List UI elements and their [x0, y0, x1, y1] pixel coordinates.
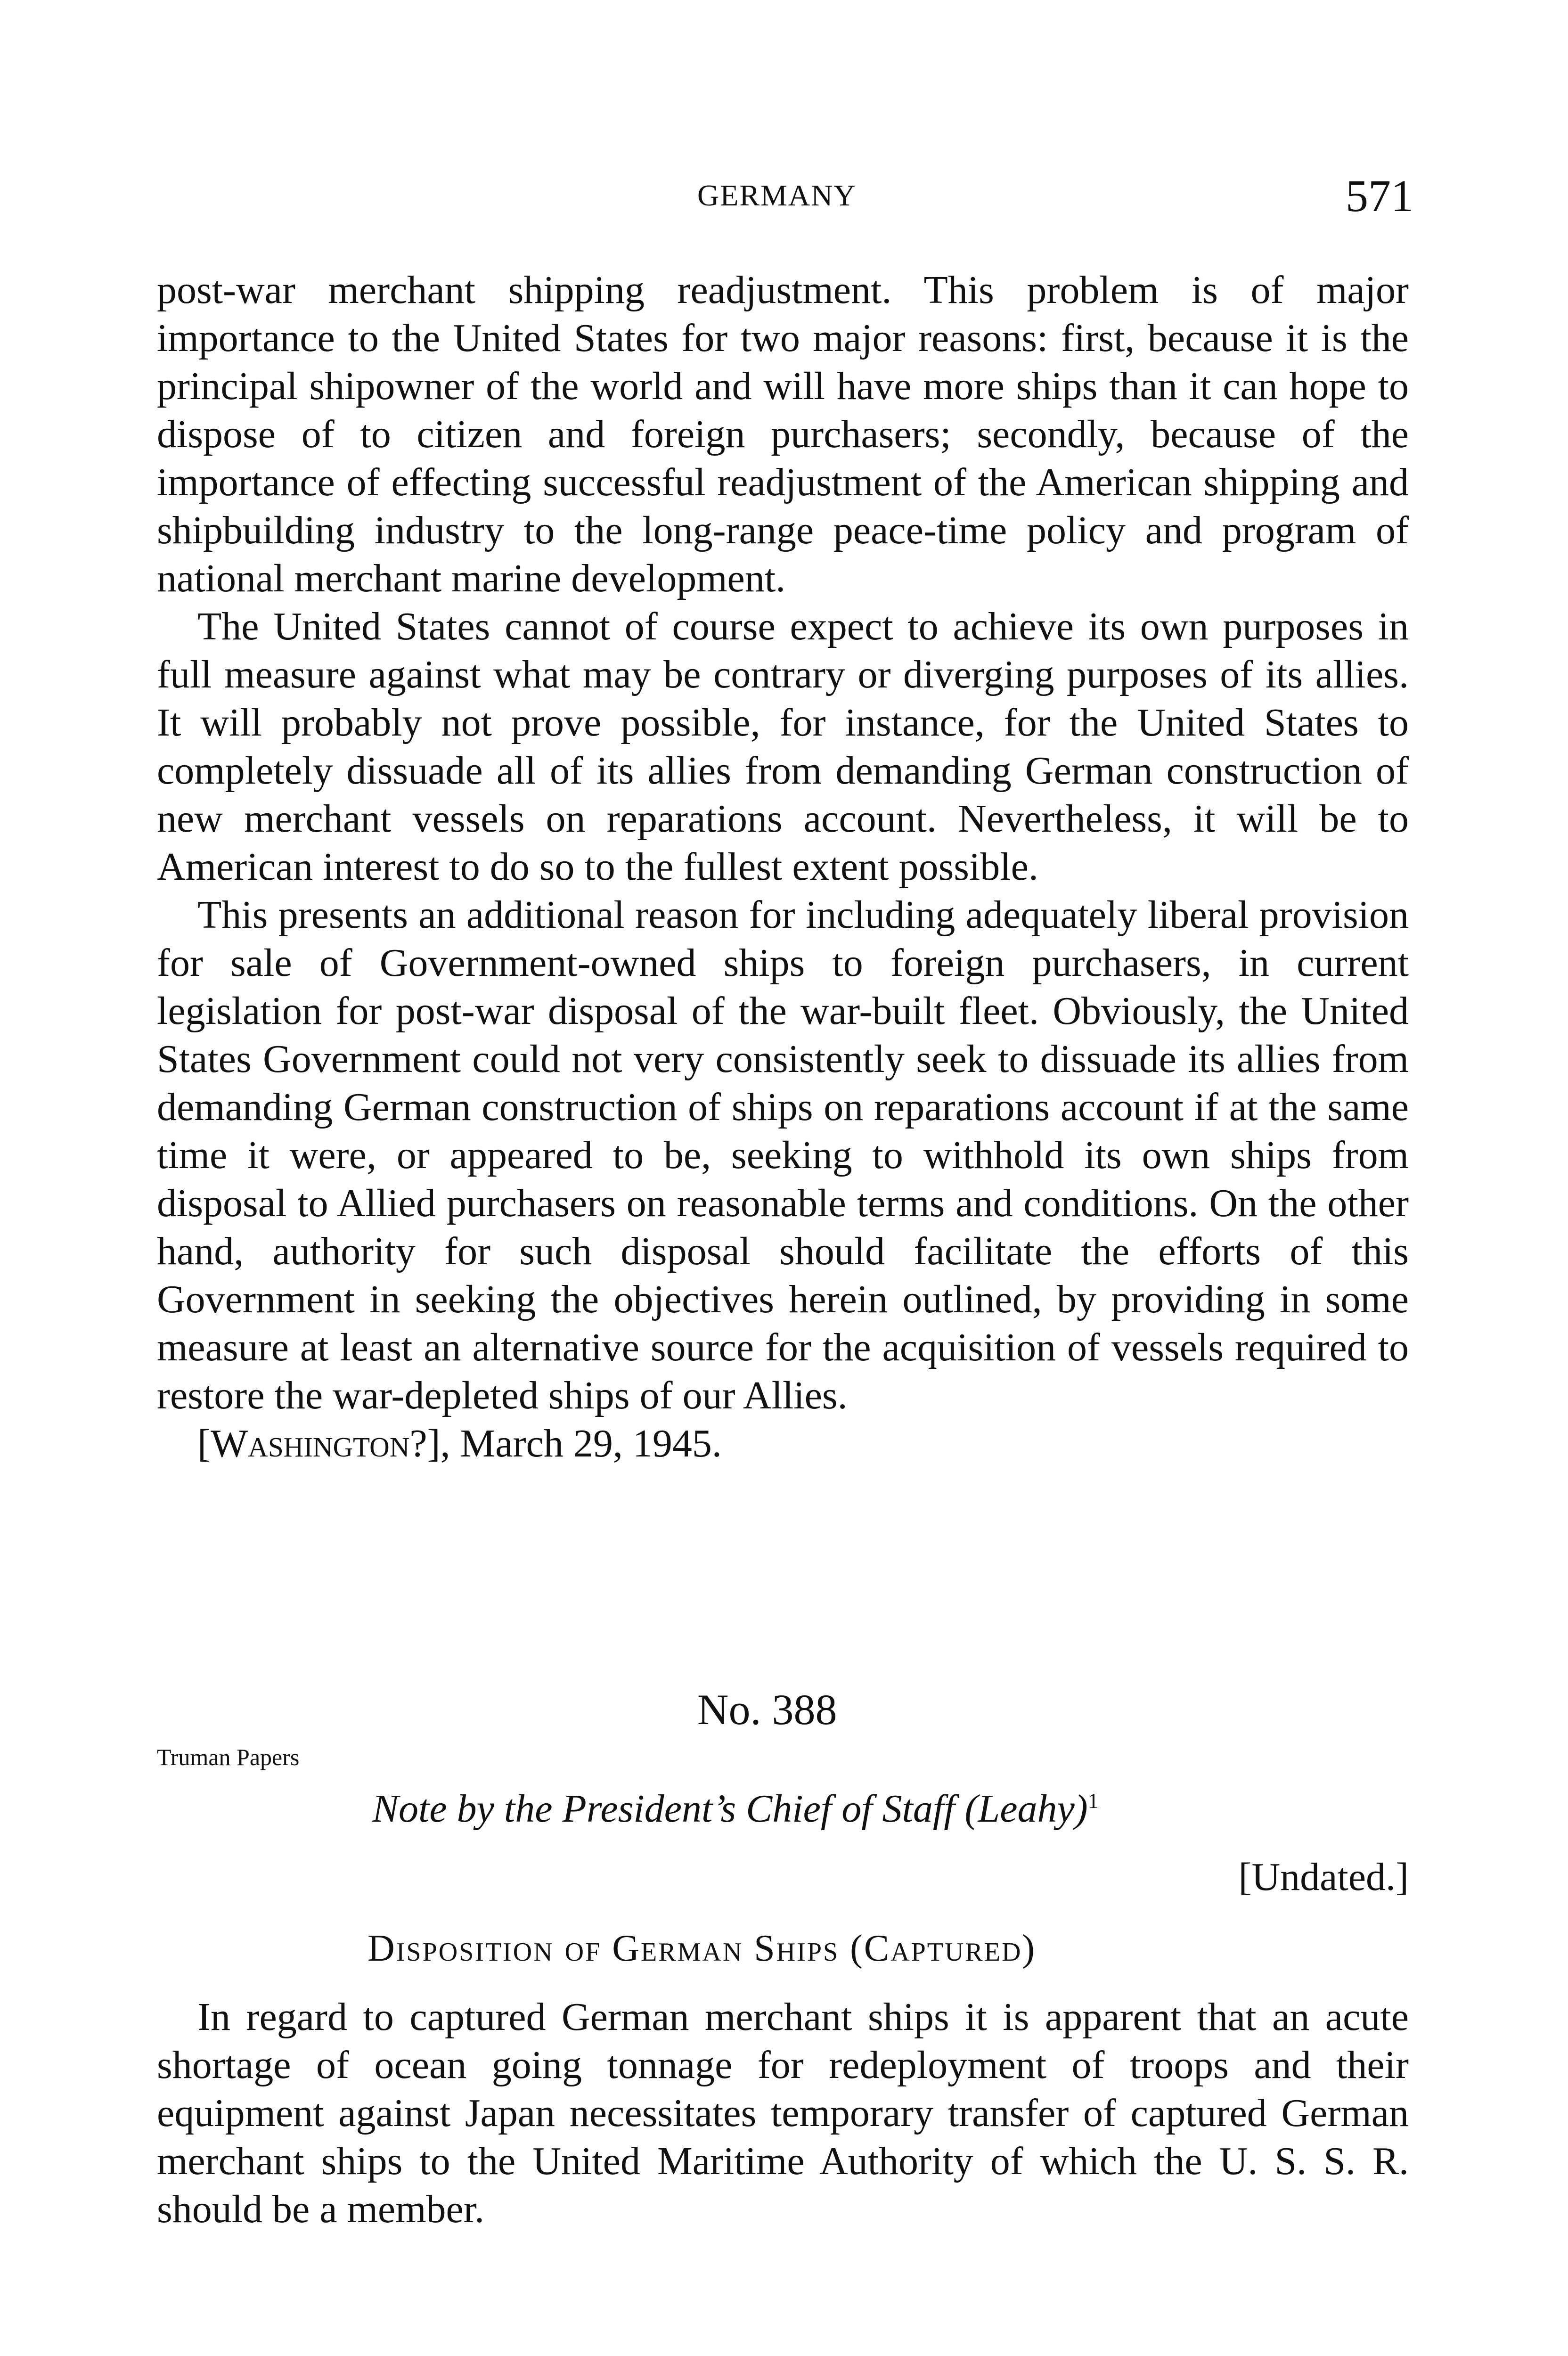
document-title-text: Note by the President’s Chief of Staff (Leahy)	[372, 1787, 1088, 1831]
source-label: Truman Papers	[157, 1744, 300, 1770]
document-number: No. 388	[697, 1685, 837, 1734]
footnote-reference: 1	[1087, 1789, 1099, 1813]
paragraph: In regard to captured German merchant ships it is apparent that an acute shortage of ocean going tonnage for redeployment of troops and their equipment against Japan necessitates temporary transfer of captured German merchant ships to the United Maritime Authority of which the U. S. S. R. should be a member.	[157, 1995, 1409, 2231]
document-title	[372, 1786, 1099, 1832]
date-note: [Undated.]	[1238, 1855, 1409, 1899]
paragraph: The United States cannot of course expect to achieve its own purposes in full measure against what may be contrary or diverging purposes of its allies. It will probably not prove possible, for instance, for the United States to completely dissuade all of its allies from demanding German construction of new merchant vessels on reparations account. Nevertheless, it will be to American interest to do so to the fullest extent possible.	[157, 605, 1409, 889]
paragraph-continuation: post-war merchant shipping readjustment. This problem is of major importance to the United States for two major reasons: first, because it is the principal shipowner of the world and will have more ships than it can hope to dispose of to citizen and foreign purchasers; secondly, because of the importance of effecting successful readjustment of the American shipping and shipbuilding industry to the long-range peace-time policy and program of national merchant marine development.	[157, 268, 1409, 600]
dateline-date: , March 29, 1945.	[440, 1422, 722, 1465]
running-title: GERMANY	[697, 179, 857, 212]
body-text	[157, 266, 1409, 1468]
section-heading: Disposition of German Ships (Captured)	[368, 1928, 1037, 1969]
paragraph: This presents an additional reason for including adequately liberal provision for sale of Government-owned ships to foreign purchasers, in current legislation for post-war disposal of the war-built fleet. Obviously, the United States Government could not very consistently seek to dissuade its allies from demanding German construction of ships on reparations account if at the same time it were, or appeared to be, seeking to withhold its own ships from disposal to Allied purchasers on reasonable terms and conditions. On the other hand, authority for such disposal should facilitate the efforts of this Government in seeking the objectives herein outlined, by providing in some measure at least an alternative source for the acquisition of vessels required to restore the war-depleted ships of our Allies.	[157, 893, 1409, 1417]
page-number: 571	[1346, 171, 1413, 221]
dateline	[157, 1420, 1409, 1468]
dateline-place: [Washington?]	[197, 1422, 441, 1465]
document-body	[157, 1993, 1409, 2233]
